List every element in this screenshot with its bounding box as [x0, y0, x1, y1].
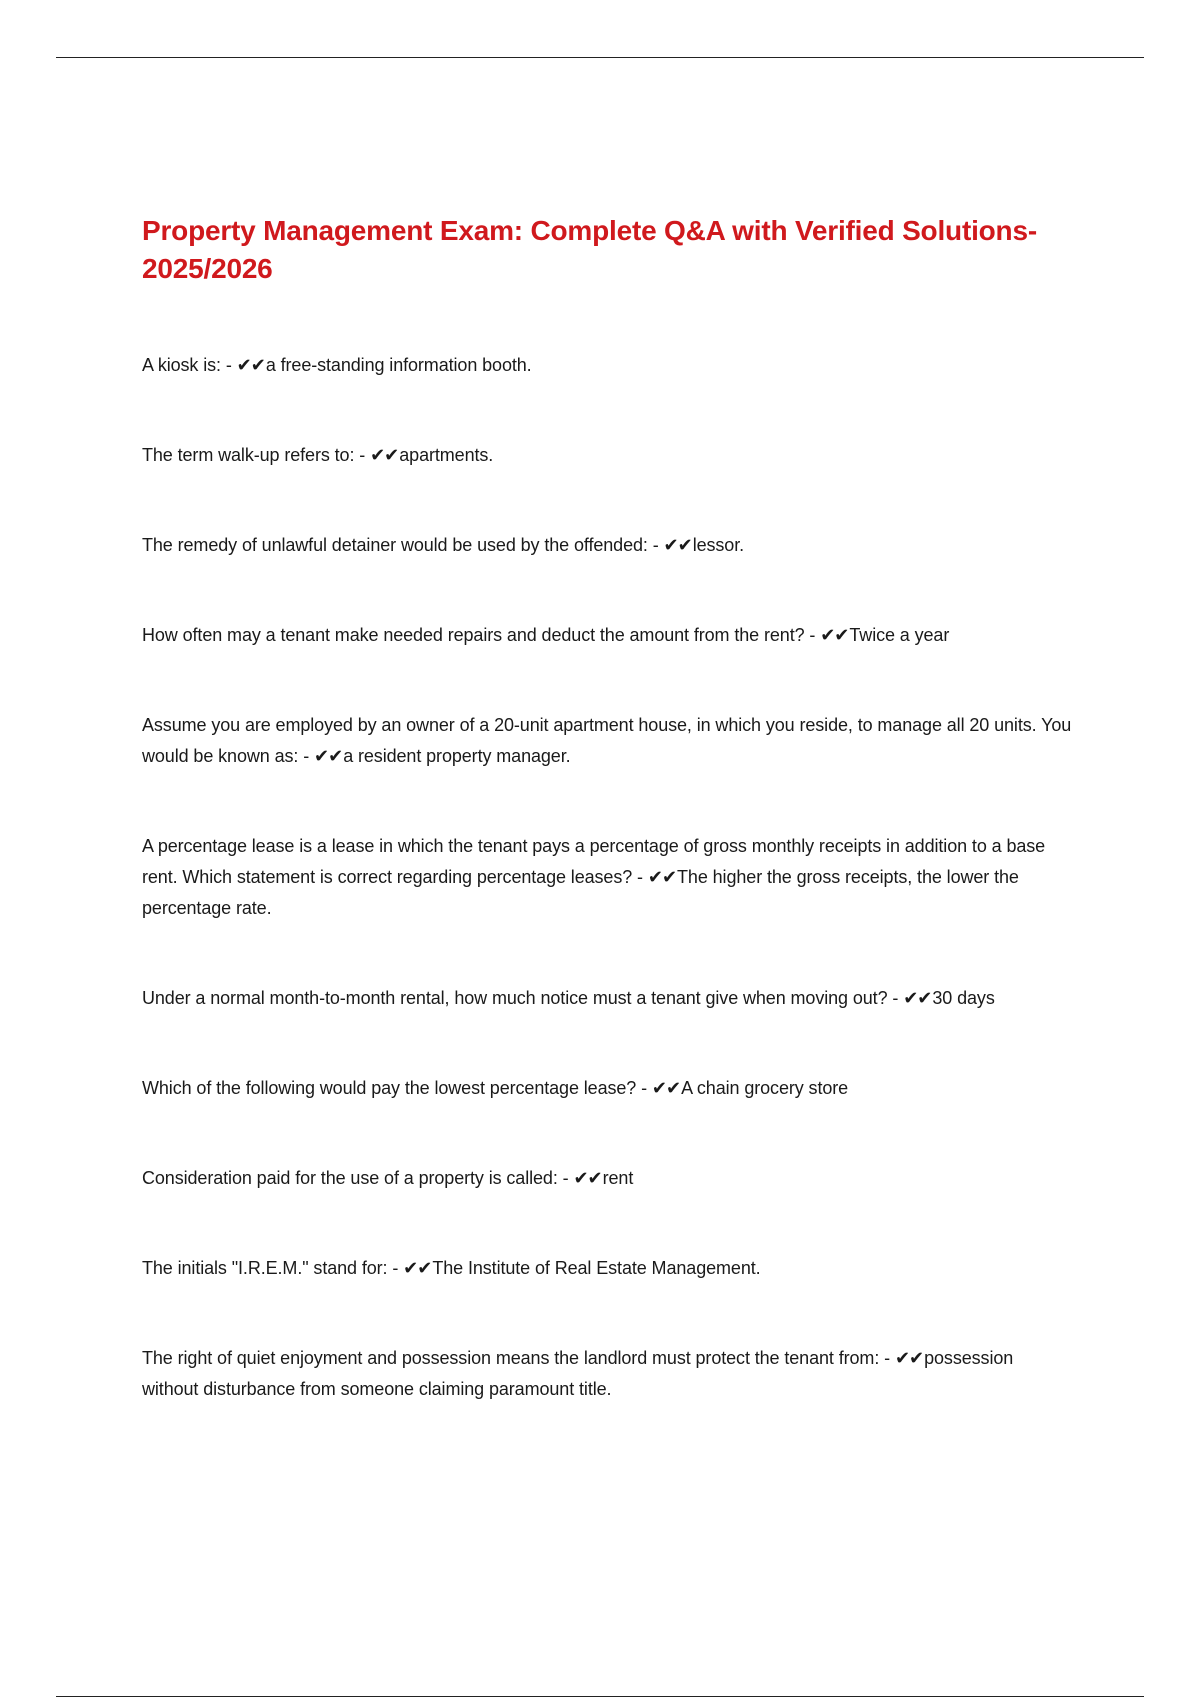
double-check-icon: ✔✔	[314, 746, 343, 767]
double-check-icon: ✔✔	[894, 1348, 924, 1369]
double-check-icon: ✔✔	[663, 535, 692, 556]
separator: -	[632, 867, 648, 887]
answer-text: 30 days	[932, 988, 995, 1008]
double-check-icon: ✔✔	[651, 1078, 681, 1099]
answer-text: A chain grocery store	[681, 1078, 849, 1098]
qa-item	[142, 440, 1072, 471]
answer-text: lessor.	[692, 535, 745, 555]
separator: -	[220, 355, 237, 375]
qa-item	[142, 1253, 1072, 1284]
answer-text: possession without disturbance from someone claiming paramount title.	[142, 1348, 1014, 1399]
separator: -	[557, 1168, 574, 1188]
page-top-rule	[56, 57, 1144, 58]
separator: -	[354, 445, 371, 465]
separator: -	[647, 535, 664, 555]
question-text: The remedy of unlawful detainer would be used by the offended:	[142, 535, 648, 555]
answer-text: Twice a year	[849, 625, 950, 645]
question-text: Assume you are employed by an owner of a 20-unit apartment house, in which you reside, to manage all 20 units. You would be known as:	[142, 715, 1072, 766]
separator: -	[879, 1348, 895, 1368]
double-check-icon: ✔✔	[573, 1168, 602, 1189]
question-text: Consideration paid for the use of a property is called:	[142, 1168, 558, 1188]
question-text: How often may a tenant make needed repairs and deduct the amount from the rent?	[142, 625, 805, 645]
qa-item	[142, 710, 1072, 772]
separator: -	[636, 1078, 652, 1098]
qa-list	[142, 350, 1072, 1405]
separator: -	[298, 746, 315, 766]
question-text: A percentage lease is a lease in which the tenant pays a percentage of gross monthly receipts in addition to a base rent. Which statement is correct regarding percentage leases?	[142, 836, 1046, 887]
question-text: The term walk-up refers to:	[142, 445, 355, 465]
double-check-icon: ✔✔	[370, 445, 399, 466]
double-check-icon: ✔✔	[236, 355, 265, 376]
qa-item	[142, 831, 1072, 924]
separator: -	[887, 988, 904, 1008]
qa-item	[142, 350, 1072, 381]
answer-text: rent	[602, 1168, 634, 1188]
question-text: The right of quiet enjoyment and possession means the landlord must protect the tenant from:	[142, 1348, 880, 1368]
answer-text: The higher the gross receipts, the lower the percentage rate.	[142, 867, 1019, 918]
qa-item	[142, 530, 1072, 561]
qa-item	[142, 1343, 1072, 1405]
double-check-icon: ✔✔	[403, 1258, 432, 1279]
page-bottom-rule	[56, 1696, 1144, 1697]
qa-item	[142, 620, 1072, 651]
question-text: A kiosk is:	[142, 355, 221, 375]
separator: -	[804, 625, 821, 645]
question-text: Which of the following would pay the lowest percentage lease?	[142, 1078, 637, 1098]
qa-item	[142, 1073, 1072, 1104]
double-check-icon: ✔✔	[820, 625, 849, 646]
separator: -	[387, 1258, 404, 1278]
answer-text: a free-standing information booth.	[265, 355, 532, 375]
question-text: The initials "I.R.E.M." stand for:	[142, 1258, 388, 1278]
document-body	[142, 212, 1072, 1464]
answer-text: a resident property manager.	[343, 746, 571, 766]
answer-text: apartments.	[399, 445, 494, 465]
answer-text: The Institute of Real Estate Management.	[432, 1258, 761, 1278]
qa-item	[142, 1163, 1072, 1194]
question-text: Under a normal month-to-month rental, how much notice must a tenant give when moving out?	[142, 988, 888, 1008]
qa-item	[142, 983, 1072, 1014]
document-title: Property Management Exam: Complete Q&A with Verified Solutions- 2025/2026	[142, 215, 1037, 284]
double-check-icon: ✔✔	[647, 867, 677, 888]
double-check-icon: ✔✔	[903, 988, 932, 1009]
